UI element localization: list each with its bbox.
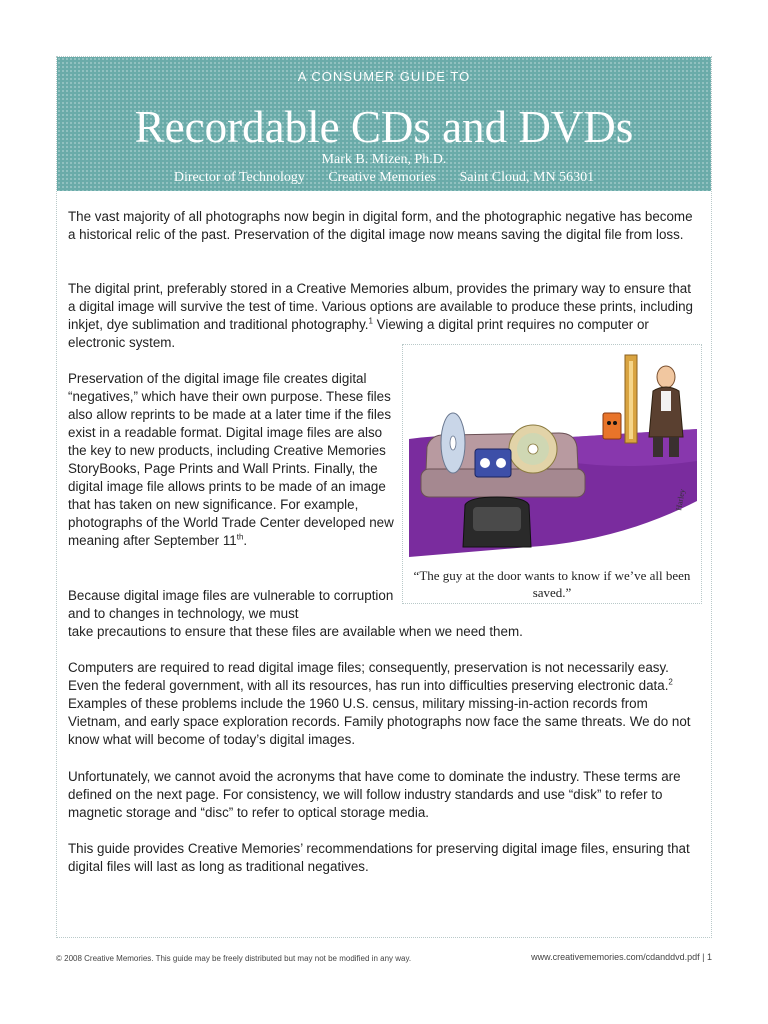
author-name: Mark B. Mizen, Ph.D.: [321, 152, 447, 167]
author-affiliation: [57, 170, 711, 186]
paragraph-5: [68, 659, 702, 749]
paragraph-4-end: take precautions to ensure that these files are available when we need them.: [68, 624, 523, 639]
document-title: Recordable CDs and DVDs: [134, 102, 634, 152]
paragraph-1: The vast majority of all photographs now begin in digital form, and the photographic negative has become a historical relic of the past. Preservation of the digital image now means saving the digital file from loss.: [68, 209, 693, 242]
footnote-ref-2[interactable]: 2: [668, 677, 673, 687]
cartoon-figure: [402, 344, 702, 604]
paragraph-3-end: .: [243, 533, 248, 548]
paragraph-7: This guide provides Creative Memories’ recommendations for preserving digital image files, ensuring that digital files will last as long as traditional negatives.: [68, 841, 690, 874]
header-banner: [57, 57, 711, 191]
paragraph-5-text: Computers are required to read digital image files; consequently, preservation is not necessarily easy. Even the federal government, with all its resources, has run into difficulties preserving electronic data.: [68, 660, 669, 693]
paragraph-6: Unfortunately, we cannot avoid the acronyms that have come to dominate the industry. These terms are defined on the next page. For consistency, we will follow industry standards and use “disk” to refer to magnetic storage and “disc” to refer to optical storage media.: [68, 769, 681, 820]
footer-url-page-number[interactable]: www.creativememories.com/cdanddvd.pdf | 1: [531, 952, 712, 962]
superscript-th: th: [236, 532, 244, 542]
paragraph-5-text-cont: Examples of these problems include the 1960 U.S. census, military missing-in-action records from Vietnam, and early space exploration records. Family photographs now face the same threats. We do not know what will become of today’s digital images.: [68, 696, 691, 747]
paragraph-4-start: Because digital image files are vulnerable to corruption and to changes in technology, we must: [68, 588, 394, 621]
author-organization: Creative Memories: [328, 170, 437, 185]
cartoonist-signature: Harley: [674, 488, 687, 512]
paragraph-3-text: Preservation of the digital image file creates digital “negatives,” which have their own purpose. These files also allow reprints to be made at a later time if the files exist in a readable format. Digital image files are also the key to new products, including Creative Memories StoryBooks, Page Prints and Wall Prints. Finally, the digital image file allows prints to be made of an image that has taken on new significance. For example, photographs of the World Trade Center developed new meaning after September 11: [68, 371, 394, 548]
paragraph-2: [68, 280, 702, 352]
paragraph-2-text: The digital print, preferably stored in a Creative Memories album, provides the primary way to ensure that a digital image will survive the test of time. Various options are available to produce these prints, including inkjet, dye sublimation and traditional photography.: [68, 281, 693, 332]
author-location: Saint Cloud, MN 56301: [459, 170, 595, 185]
copyright-notice: © 2008 Creative Memories. This guide may be freely distributed but may not be modified in any way.: [56, 954, 412, 963]
paragraph-3: [68, 370, 398, 550]
footnote-ref-1[interactable]: 1: [368, 316, 373, 326]
author-role: Director of Technology: [173, 170, 305, 185]
paragraph-2-text-cont: Viewing a digital print requires no computer or electronic system.: [68, 317, 649, 350]
cartoon-caption: “The guy at the door wants to know if we’ve all been saved.”: [413, 568, 691, 600]
cartoon-illustration: [409, 351, 697, 557]
header-kicker: A CONSUMER GUIDE TO: [297, 69, 471, 84]
